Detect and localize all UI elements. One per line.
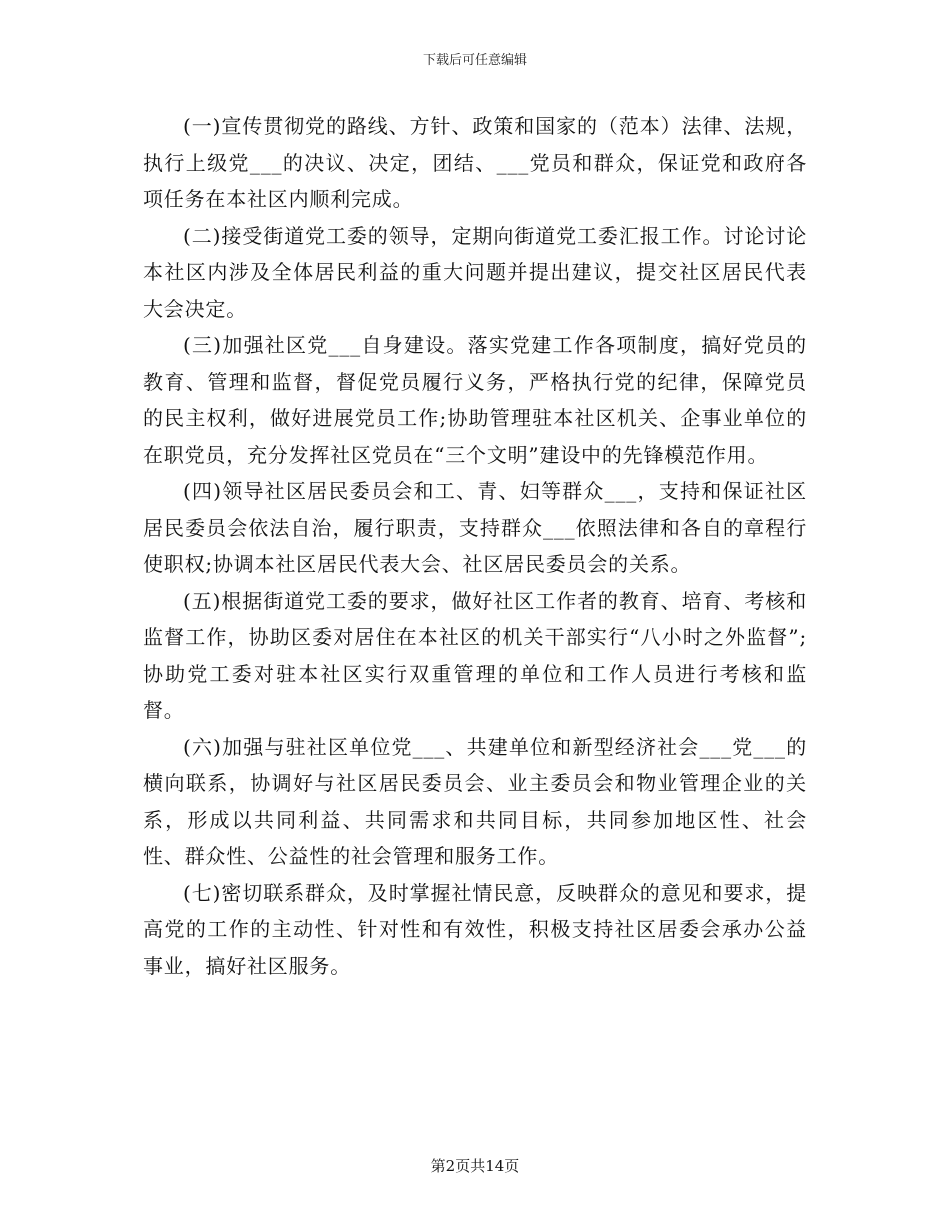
paragraph-3: (三)加强社区党___自身建设。落实党建工作各项制度，搞好党员的教育、管理和监督，督促党员履行义务，严格执行党的纪律，保障党员的民主权利，做好进展党员工作;协助管理驻本社区机关、企事业单位的在职党员，充分发挥社区党员在“三个文明”建设中的先锋模范作用。 <box>143 333 807 467</box>
paragraph-4: (四)领导社区居民委员会和工、青、妇等群众___，支持和保证社区居民委员会依法自治，履行职责，支持群众___依照法律和各自的章程行使职权;协调本社区居民代表大会、社区居民委员会的关系。 <box>143 479 807 576</box>
paragraph-7: (七)密切联系群众，及时掌握社情民意，反映群众的意见和要求，提高党的工作的主动性、针对性和有效性，积极支持社区居委会承办公益事业，搞好社区服务。 <box>143 880 807 978</box>
paragraph-6: (六)加强与驻社区单位党___、共建单位和新型经济社会___党___的横向联系，协调好与社区居民委员会、业主委员会和物业管理企业的关系，形成以共同利益、共同需求和共同目标，共同参加地区性、社会性、群众性、公益性的社会管理和服务工作。 <box>143 734 807 868</box>
page-number-footer: 第2页共14页 <box>430 1157 520 1175</box>
page-header: 下载后可任意编辑 <box>422 53 527 68</box>
paragraph-5: (五)根据街道党工委的要求，做好社区工作者的教育、培育、考核和监督工作，协助区委对居住在本社区的机关干部实行“八小时之外监督”;协助党工委对驻本社区实行双重管理的单位和工作人员进行考核和监督。 <box>143 588 807 722</box>
paragraph-1: (一)宣传贯彻党的路线、方针、政策和国家的（范本）法律、法规，执行上级党___的决议、决定，团结、___党员和群众，保证党和政府各项任务在本社区内顺利完成。 <box>143 114 807 211</box>
paragraph-2: (二)接受街道党工委的领导，定期向街道党工委汇报工作。讨论讨论本社区内涉及全体居民利益的重大问题并提出建议，提交社区居民代表大会决定。 <box>143 223 807 321</box>
document-body <box>143 108 807 984</box>
